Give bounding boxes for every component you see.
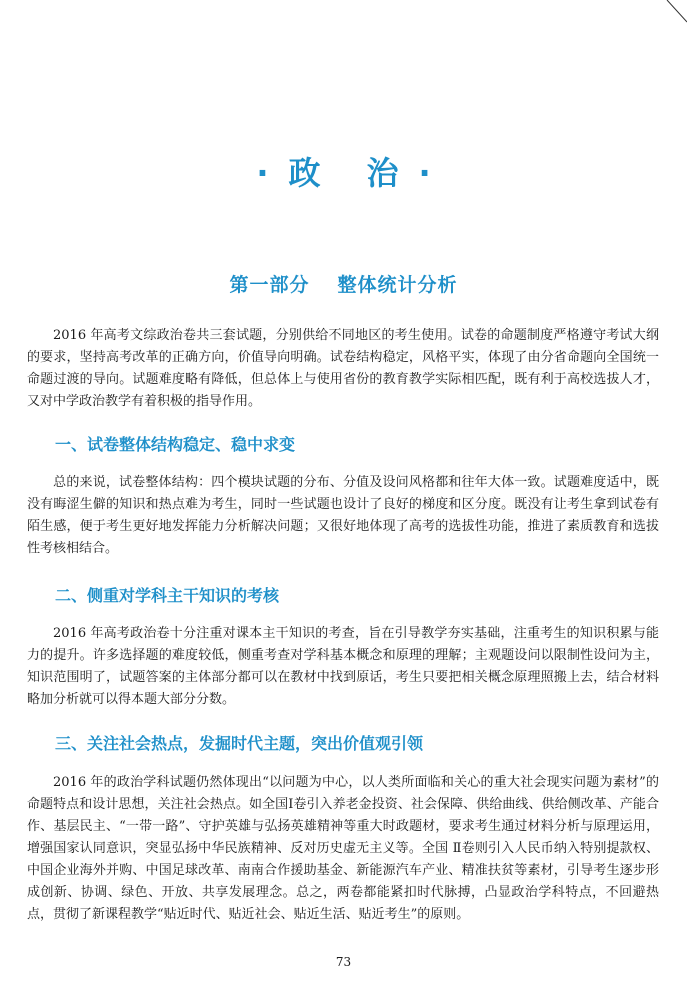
part-title — [0, 270, 687, 297]
title-dot-right: · — [418, 154, 431, 192]
subject-title — [0, 148, 687, 194]
intro-paragraph — [27, 325, 659, 413]
title-char-zheng: 政 — [288, 154, 321, 192]
part-heading: 整体统计分析 — [337, 274, 458, 296]
section-body-3 — [27, 772, 659, 926]
section-heading-2: 二、侧重对学科主干知识的考核 — [55, 586, 280, 605]
section-body-1-text: 总的来说，试卷整体结构：四个模块试题的分布、分值及设问风格都和往年大体一致。试题难度适中，既没有晦涩生僻的知识和热点难为考生，同时一些试题也设计了良好的梯度和区分度。既没有让考生拿到试卷有陌生感，便于考生更好地发挥能力分析解决问题；又很好地体现了高考的选拔性功能，推进了素质教育和选拔性考核相结合。 — [27, 475, 659, 556]
intro-text: 2016 年高考文综政治卷共三套试题，分别供给不同地区的考生使用。试卷的命题制度严格遵守考试大纲的要求，坚持高考改革的正确方向，价值导向明确。试卷结构稳定，风格平实，体现了由分省命题向全国统一命题过渡的导向。试题难度略有降低，但总体上与使用省份的教育教学实际相匹配，既有利于高校选拔人才，又对中学政治教学有着积极的指导作用。 — [27, 328, 659, 409]
part-label: 第一部分 — [229, 274, 310, 296]
section-body-1 — [27, 472, 659, 560]
section-body-3-text: 2016 年的政治学科试题仍然体现出“以问题为中心，以人类所面临和关心的重大社会现实问题为素材”的命题特点和设计思想，关注社会热点。如全国Ⅰ卷引入养老金投资、社会保障、供给曲线、供给侧改革、产能合作、基层民主、“一带一路”、守护英雄与弘扬英雄精神等重大时政题材，要求考生通过材料分析与原理运用，增强国家认同意识，突显弘扬中华民族精神、反对历史虚无主义等。全国 Ⅱ卷则引入人民币纳入特别提款权、中国企业海外并购、中国足球改革、南南合作援助基金、新能源汽车产业、精准扶贫等素材，引导考生逐步形成创新、协调、绿色、开放、共享发展理念。总之，两卷都能紧扣时代脉搏，凸显政治学科特点，不回避热点，贯彻了新课程教学“贴近时代、贴近社会、贴近生活、贴近考生”的原则。 — [27, 775, 659, 922]
corner-decoration — [627, 0, 687, 40]
section-body-2-text: 2016 年高考政治卷十分注重对课本主干知识的考查，旨在引导教学夯实基础，注重考生的知识积累与能力的提升。许多选择题的难度较低，侧重考查对学科基本概念和原理的理解；主观题设问以限制性设问为主，知识范围明了，试题答案的主体部分都可以在教材中找到原话，考生只要把相关概念原理照搬上去，结合材料略加分析就可以得本题大部分分数。 — [27, 626, 659, 707]
section-body-2 — [27, 623, 659, 711]
title-dot-left: · — [256, 154, 269, 192]
section-heading-1: 一、试卷整体结构稳定、稳中求变 — [55, 435, 296, 454]
section-heading-3: 三、关注社会热点，发掘时代主题，突出价值观引领 — [55, 734, 424, 753]
title-char-zhi: 治 — [366, 154, 399, 192]
page-number: 73 — [335, 955, 352, 969]
